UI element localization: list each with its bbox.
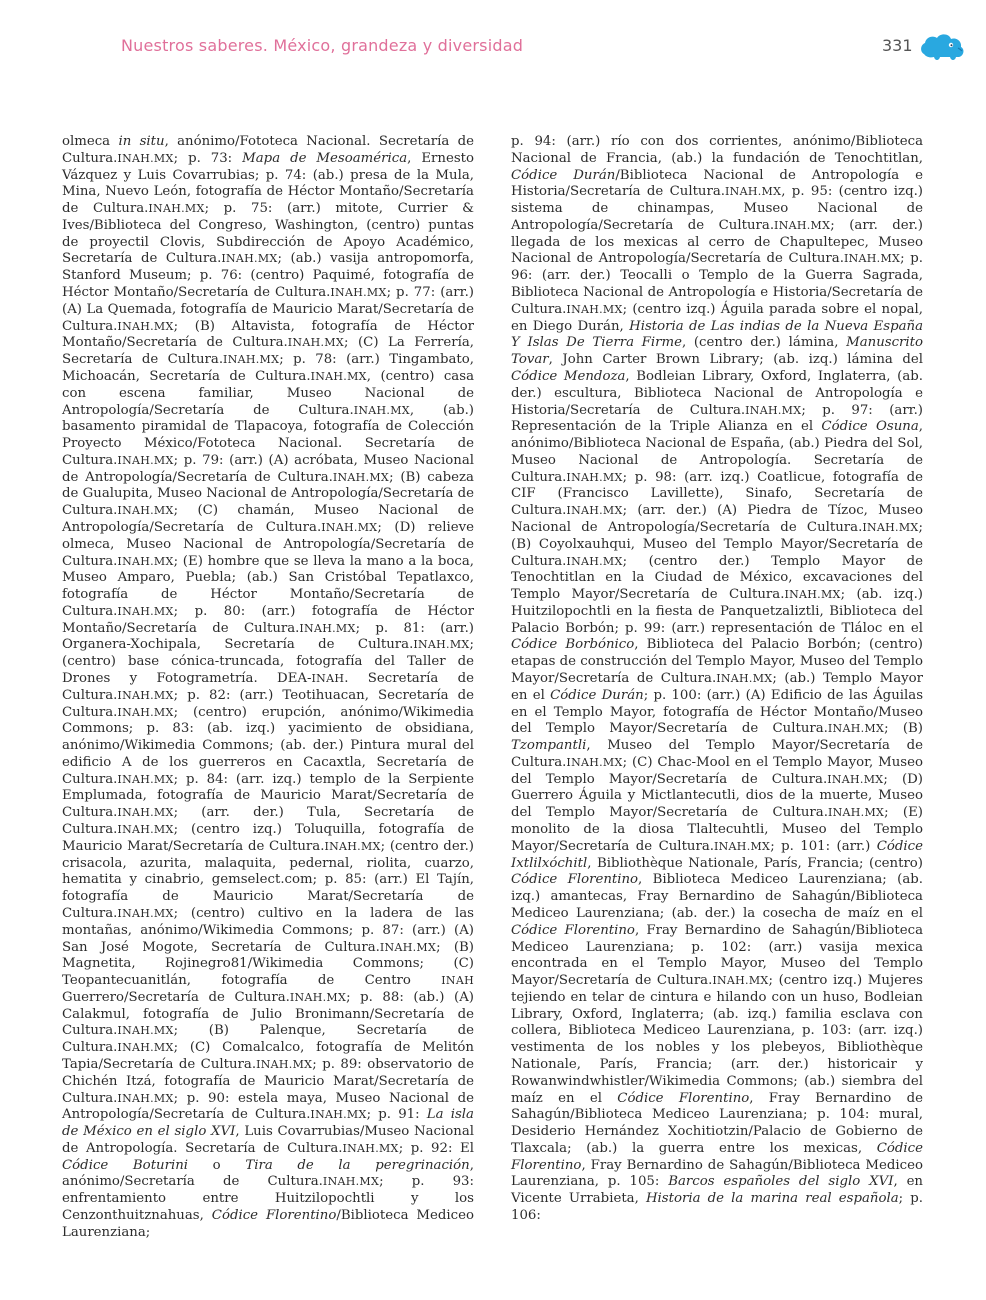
text-run: , Biblioteca Mediceo Laurenziana; (ab. izq.) amantecas, Fray Bernardino de Sahagún/Biblioteca Mediceo Laurenziana; (ab. der.) la cosecha de maíz en el [511, 872, 923, 921]
inah-mx-run: INAH.MX [117, 504, 174, 518]
text-run: ; p. 78: (arr.) Tingambato, Michoacán, Secretaría de Cultura. [62, 352, 474, 384]
inah-mx-run: INAH.MX [725, 185, 782, 199]
inah-mx-run: INAH.MX [117, 1041, 174, 1055]
inah-mx-run: INAH [311, 672, 345, 685]
text-run: ; (C) La Ferrería, Secretaría de Cultura. [62, 335, 474, 368]
text-run: , Fray Bernardino de Sahagún/Biblioteca Mediceo Laurenziana; p. 102: (arr.) vasija mexica encontrada en el Templo Mayor, Museo del Templo Mayor/Secretaría de Cultura. [511, 922, 923, 989]
text-run: ; p. 75: (arr.) mitote, Currier & Ives/Biblioteca del Congreso, Washington, (centro) puntas de proyectil Clovis, Subdirección de Apoyo Académico, Secretaría de Cultura. [62, 201, 474, 267]
text-run: ; (ab. izq.) Huitzilopochtli en la fiesta de Panquetzaliztli, Biblioteca del Palacio Borbón; p. 99: (arr.) representación de Tláloc en el [511, 587, 923, 636]
text-run: ; (D) Guerrero Águila y Mictlantecutli, dios de la muerte, Museo del Templo Mayor/Secretaría de Cultura. [511, 771, 923, 821]
text-run: ; (C) Comalcalco, fotografía de Melitón Tapia/Secretaría de Cultura. [62, 1040, 474, 1072]
inah-mx-run: INAH.MX [342, 1141, 399, 1155]
text-run: ; (ab.) vasija antropomorfa, Stanford Museum; p. 76: (centro) Paquimé, fotografía de Héctor Montaño/Secretaría de Cultura. [62, 251, 474, 301]
italic-title-run: Tzompantli [511, 738, 587, 754]
italic-title-run: Barcos españoles del siglo XVI [668, 1174, 894, 1190]
text-run: ; p. 101: (arr.) [770, 838, 877, 854]
text-run: , Fray Bernardino de Sahagún/Biblioteca Mediceo Laurenziana; p. 104: mural, Desiderio Hernández Xochitiotzin/Palacio de Gobierno de Tlaxcala; (ab.) la guerra entre los mexicas, [511, 1090, 923, 1156]
inah-mx-run: INAH.MX [324, 839, 381, 853]
inah-mx-run: INAH.MX [117, 151, 174, 165]
text-run: ; p. 100: (arr.) (A) Edificio de las Águilas en el Templo Mayor, fotografía de Héctor Montaño/Museo del Templo Mayor/Secretaría de Cultura. [511, 687, 924, 737]
inah-mx-run: INAH.MX [148, 202, 205, 216]
text-run: ; (B) cabeza de Gualupita, Museo Nacional de Antropología/Secretaría de Cultura. [62, 469, 474, 519]
inah-mx-run: INAH.MX [379, 940, 437, 954]
inah-mx-run: INAH [441, 974, 474, 988]
credits-paragraph-left [62, 134, 474, 1242]
text-run: ; p. 84: (arr. izq.) templo de la Serpiente Emplumada, fotografía de Mauricio Marat/Secretaría de Cultura. [62, 771, 474, 821]
inah-mx-run: INAH.MX [413, 638, 470, 652]
inah-mx-run: INAH.MX [117, 604, 174, 618]
text-run: ; (centro der.) Templo Mayor de Tenochtitlan en la Ciudad de México, excavaciones del Templo Mayor/Secretaría de Cultura. [511, 553, 923, 603]
text-run: ; (B) Palenque, Secretaría de Cultura. [62, 1023, 474, 1056]
text-run: ; p. 106: [511, 1191, 923, 1223]
text-run: ; (arr. der.) llegada de los mexicas al cerro de Chapultepec, Museo Nacional de Antropología/Secretaría de Cultura. [511, 217, 923, 267]
text-run: , Biblioteca del Palacio Borbón; (centro) etapas de construcción del Templo Mayor, Museo del Templo Mayor/Secretaría de Cultura. [511, 637, 923, 686]
text-run: , (centro) casa con escena familiar, Museo Nacional de Antropología/Secretaría de Cultura. [62, 368, 474, 418]
text-run: , en Vicente Urrabieta, [511, 1174, 923, 1207]
text-run: ; (B) [884, 721, 923, 737]
inah-mx-run: INAH.MX [256, 1057, 313, 1071]
inah-mx-run: INAH.MX [566, 554, 623, 568]
text-run: ; p. 79: (arr.) (A) acróbata, Museo Nacional de Antropología/Secretaría de Cultura. [62, 452, 474, 485]
inah-mx-run: INAH.MX [827, 722, 885, 736]
text-run: ; p. 82: (arr.) Teotihuacan, Secretaría de Cultura. [62, 687, 474, 720]
page-number: 331 [882, 36, 913, 55]
italic-title-run: Códice Osuna [821, 419, 919, 435]
text-run: , Fray Bernardino de Sahagún/Biblioteca Mediceo Laurenziana, p. 105: [511, 1157, 923, 1190]
text-run: , Luis Covarrubias/Museo Nacional de Antropología. Secretaría de Cultura. [62, 1124, 474, 1156]
inah-mx-run: INAH.MX [299, 621, 356, 635]
italic-title-run: Códice Florentino [511, 922, 635, 938]
inah-mx-run: INAH.MX [117, 806, 174, 820]
italic-title-run: Códice Florentino [211, 1208, 337, 1223]
text-run: ; p. 92: El [398, 1140, 474, 1156]
italic-title-run: Códice Borbónico [511, 637, 635, 653]
inah-mx-run: INAH.MX [566, 504, 623, 518]
italic-title-run: in situ [118, 134, 165, 149]
inah-mx-run: INAH.MX [332, 470, 390, 484]
italic-title-run: Códice Durán [511, 167, 616, 183]
text-run: ; (centro) cultivo en la ladera de las montañas, anónimo/Wikimedia Commons; p. 87: (arr.) (A) San José Mogote, Secretaría de Cultura. [62, 905, 474, 955]
inah-mx-run: INAH.MX [330, 286, 387, 300]
inah-mx-run: INAH.MX [117, 554, 174, 568]
text-run: p. 94: (arr.) río con dos corrientes, anónimo/Biblioteca Nacional de Francia, (ab.) la fundación de Tenochtitlan, [511, 134, 923, 166]
text-run: , (ab.) basamento piramidal de Tlapacoya, fotografía de Colección Proyecto México/Fototeca Nacional. Secretaría de Cultura. [62, 402, 474, 468]
inah-mx-run: INAH.MX [566, 470, 623, 484]
text-run: o [188, 1157, 246, 1173]
text-run: ; (arr. der.) Tula, Secretaría de Cultura. [62, 805, 474, 838]
inah-mx-run: INAH.MX [289, 990, 347, 1004]
text-run: , anónimo/Biblioteca Nacional de España, (ab.) Piedra del Sol, Museo Nacional de Antropología. Secretaría de Cultura. [511, 419, 923, 485]
text-run: ; (ab.) Templo Mayor en el [511, 671, 923, 703]
italic-title-run: Códice Ixtlilxóchitl [511, 838, 923, 871]
inah-mx-run: INAH.MX [784, 588, 841, 602]
inah-mx-run: INAH.MX [117, 1091, 174, 1105]
inah-mx-run: INAH.MX [322, 1175, 380, 1189]
inah-mx-run: INAH.MX [827, 772, 884, 786]
inah-mx-run: INAH.MX [287, 336, 344, 350]
text-run: . Secretaría de Cultura. [62, 671, 474, 703]
text-run: ; (B) Coyolxauhqui, Museo del Templo Mayor/Secretaría de Cultura. [511, 519, 923, 569]
inah-mx-run: INAH.MX [843, 252, 901, 266]
text-run: ; p. 97: (arr.) Representación de la Triple Alianza en el [511, 402, 923, 435]
text-run: ; (centro izq.) Toluquilla, fotografía de Mauricio Marat/Secretaría de Cultura. [62, 822, 474, 854]
text-run: ; (centro) base cónica-truncada, fotografía del Taller de Drones y Fotogrametría. DEA- [62, 637, 474, 686]
inah-mx-run: INAH.MX [117, 823, 174, 837]
text-run: ; (centro der.) crisacola, azurita, malaquita, pedernal, riolita, cuarzo, hematita y cinabrio, gemselect.com; p. 85: (arr.) El Tajín, fotografía de Mauricio Marat/Secretaría de Cultura. [62, 838, 474, 921]
text-run: , anónimo/Fototeca Nacional. Secretaría de Cultura. [62, 134, 474, 166]
italic-title-run: Códice Florentino [617, 1090, 750, 1106]
inah-mx-run: INAH.MX [117, 453, 174, 467]
inah-mx-run: INAH.MX [566, 302, 623, 316]
inah-mx-run: INAH.MX [712, 974, 769, 988]
italic-title-run: Historia de la marina real española [645, 1191, 899, 1207]
text-run: ; (centro izq.) Mujeres tejiendo en telar de cintura e hilando con un huso, Bodleian Library, Oxford, Inglaterra; (ab. izq.) familia esclava con collera, Biblioteca Mediceo Laurenziana, p. 103: (arr. izq.) vestimenta de los nobles y los plebeyos, Bibliothèque Nationale, París, Francia; (arr. der.) historicair y Rowanwindwhistler/Wikimedia Commons; (ab.) siembra del maíz en el [511, 973, 923, 1106]
text-run: ; p. 88: (ab.) (A) Calakmul, fotografía de Julio Bronimann/Secretaría de Cultura. [62, 989, 474, 1039]
right-text-column [511, 134, 923, 1225]
inah-mx-run: INAH.MX [862, 520, 919, 534]
inah-mx-run: INAH.MX [713, 839, 771, 853]
inah-mx-run: INAH.MX [117, 1024, 174, 1038]
text-run: , p. 95: (centro izq.) sistema de chinampas, Museo Nacional de Antropología/Secretaría de Cultura. [511, 184, 923, 233]
text-run: ; p. 91: [366, 1107, 427, 1123]
inah-mx-run: INAH.MX [223, 353, 280, 367]
text-run: ; p. 96: (arr. der.) Teocalli o Templo de la Guerra Sagrada, Biblioteca Nacional de Antropología e Historia/Secretaría de Cultura. [511, 251, 923, 317]
italic-title-run: Historia de Las indias de la Nueva España Y Islas De Tierra Firme [511, 318, 923, 351]
text-run: ; p. 98: (arr. izq.) Coatlicue, fotografía de CIF (Francisco Lavillette), Sinafo, Secretaría de Cultura. [511, 469, 923, 519]
inah-mx-run: INAH.MX [716, 672, 773, 685]
inah-mx-run: INAH.MX [117, 772, 174, 786]
text-run: ; (C) chamán, Museo Nacional de Antropología/Secretaría de Cultura. [62, 503, 474, 535]
italic-title-run: Mapa de Mesoamérica [242, 150, 408, 166]
inah-mx-run: INAH.MX [310, 369, 367, 383]
text-run: , Museo del Templo Mayor/Secretaría de Cultura. [511, 738, 923, 770]
text-run: /Biblioteca Nacional de Antropología e Historia/Secretaría de Cultura. [511, 167, 923, 200]
book-title: Nuestros saberes. México, grandeza y diversidad [121, 36, 524, 55]
text-run: , Bodleian Library, Oxford, Inglaterra, (ab. der.) escultura, Biblioteca Nacional de Antropología e Historia/Secretaría de Cultura. [511, 368, 923, 418]
text-run: ; (centro) erupción, anónimo/Wikimedia Commons; p. 83: (ab. izq.) yacimiento de obsidiana, anónimo/Wikimedia Commons; (ab. der.) Pintura mural del edificio A de los guerreros en Cacaxtla, Secretaría de Cultura. [62, 704, 474, 787]
text-run: ; (E) monolito de la diosa Tlaltecuhtli, Museo del Templo Mayor/Secretaría de Cultura. [511, 805, 923, 854]
text-run: ; p. 90: estela maya, Museo Nacional de Antropología/Secretaría de Cultura. [62, 1090, 474, 1123]
italic-title-run: Códice Durán [550, 687, 644, 703]
inah-mx-run: INAH.MX [321, 520, 378, 534]
text-run: , Bibliothèque Nationale, París, Francia; (centro) [587, 855, 923, 871]
inah-mx-run: INAH.MX [566, 755, 623, 769]
inah-mx-run: INAH.MX [827, 806, 885, 820]
text-run: ; (C) Chac-Mool en el Templo Mayor, Museo del Templo Mayor/Secretaría de Cultura. [511, 754, 923, 787]
blue-cloud-creature-icon [918, 30, 966, 64]
text-run: ; p. 80: (arr.) fotografía de Héctor Montaño/Secretaría de Cultura. [62, 603, 474, 636]
text-run: ; (D) relieve olmeca, Museo Nacional de Antropología/Secretaría de Cultura. [62, 519, 474, 569]
text-run: olmeca [62, 134, 119, 149]
text-run: ; p. 77: (arr.) (A) La Quemada, fotografía de Mauricio Marat/Secretaría de Cultura. [62, 285, 474, 334]
italic-title-run: Códice Boturini [62, 1157, 189, 1173]
text-run: , anónimo/Secretaría de Cultura. [62, 1157, 474, 1190]
text-run: , Ernesto Vázquez y Luis Covarrubias; p. 74: (ab.) presa de la Mula, Mina, Nuevo León, fotografía de Héctor Montaño/Secretaría de Cultura. [62, 150, 474, 217]
text-run: ; p. 73: [173, 150, 243, 166]
text-run: , (centro der.) lámina, [681, 335, 847, 351]
italic-title-run: Tira de la peregrinación [245, 1157, 470, 1173]
text-run: ; (arr. der.) (A) Piedra de Tízoc, Museo Nacional de Antropología/Secretaría de Cultura. [511, 503, 923, 535]
inah-mx-run: INAH.MX [221, 252, 278, 266]
text-run: ; p. 93: enfrentamiento entre Huitzilopochtli y los Cenzonthuitznahuas, [62, 1174, 475, 1223]
text-run: ; p. 89: observatorio de Chichén Itzá, fotografía de Mauricio Marat/Secretaría de Cultura. [62, 1056, 475, 1106]
inah-mx-run: INAH.MX [117, 906, 174, 920]
inah-mx-run: INAH.MX [745, 403, 802, 417]
inah-mx-run: INAH.MX [117, 705, 174, 719]
text-run: /Biblioteca Mediceo Laurenziana; [62, 1208, 474, 1240]
text-run: Guerrero/Secretaría de Cultura. [62, 989, 290, 1005]
inah-mx-run: INAH.MX [310, 1108, 367, 1122]
italic-title-run: La isla de México en el siglo XVI [62, 1107, 474, 1140]
text-run: ; p. 81: (arr.) Organera-Xochipala, Secretaría de Cultura. [62, 620, 474, 653]
text-run: , John Carter Brown Library; (ab. izq.) lámina del [548, 352, 923, 368]
inah-mx-run: INAH.MX [117, 319, 174, 333]
italic-title-run: Manuscrito Tovar [511, 335, 923, 368]
italic-title-run: Códice Florentino [511, 872, 639, 888]
left-text-column [62, 134, 474, 1242]
inah-mx-run: INAH.MX [353, 403, 410, 417]
text-run: ; (centro izq.) Águila parada sobre el nopal, en Diego Durán, [511, 301, 923, 334]
text-run: ; (B) Altavista, fotografía de Héctor Montaño/Secretaría de Cultura. [62, 318, 474, 351]
inah-mx-run: INAH.MX [117, 688, 174, 702]
inah-mx-run: INAH.MX [774, 218, 831, 232]
text-run: ; (E) hombre que se lleva la mano a la boca, Museo Amparo, Puebla; (ab.) San Cristóbal Tepatlaxco, fotografía de Héctor Montaño/Secretaría de Cultura. [62, 553, 474, 619]
italic-title-run: Códice Mendoza [511, 368, 626, 384]
credits-paragraph-right [511, 134, 923, 1225]
italic-title-run: Códice Florentino [511, 1140, 923, 1173]
text-run: ; (B) Magnetita, Rojinegro81/Wikimedia Commons; (C) Teopantecuanitlán, fotografía de Centro [62, 939, 474, 989]
